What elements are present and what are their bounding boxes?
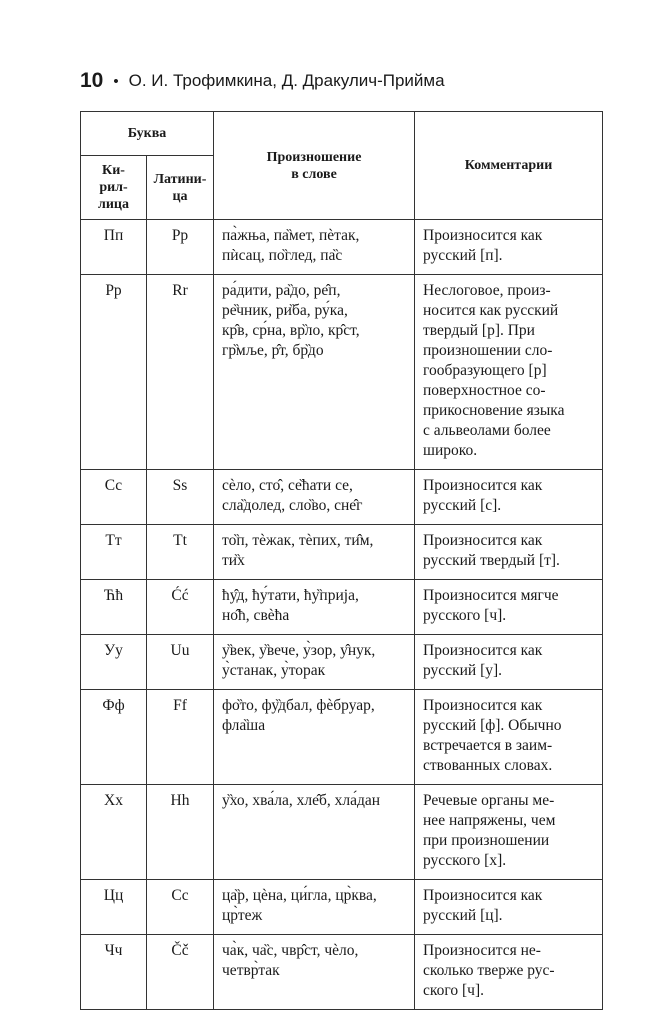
table-row	[81, 470, 603, 525]
cell-latin: Ff	[147, 690, 214, 785]
cell-cyrillic: Чч	[81, 935, 147, 1010]
table-row	[81, 935, 603, 1010]
cell-cyrillic: Хх	[81, 785, 147, 880]
cell-pronunciation: па̀жња, па̏мет, пѐтак, пѝсац, по̏глед, па̏с	[214, 220, 415, 275]
running-head-authors: О. И. Трофимкина, Д. Дракулич-Прийма	[128, 71, 445, 90]
table-body	[81, 220, 603, 1010]
cell-comment: Произносится как русский [у].	[415, 635, 603, 690]
cell-latin: Čč	[147, 935, 214, 1010]
cell-comment: Речевые органы ме- нее напряжены, чем при произношении русского [х].	[415, 785, 603, 880]
cell-comment: Произносится не- сколько тверже рус- ского [ч].	[415, 935, 603, 1010]
bullet-separator: •	[113, 72, 119, 90]
cell-latin: Cc	[147, 880, 214, 935]
cell-pronunciation: у̏хо, хва́ла, хле̂б, хла́дан	[214, 785, 415, 880]
cell-cyrillic: Уу	[81, 635, 147, 690]
cell-pronunciation: ча̀к, ча̏с, чвр̂ст, чѐло, четвр̀так	[214, 935, 415, 1010]
table-row	[81, 275, 603, 470]
header-letter: Буква	[81, 112, 214, 156]
cell-cyrillic: Тт	[81, 525, 147, 580]
cell-cyrillic: Сс	[81, 470, 147, 525]
cell-latin: Rr	[147, 275, 214, 470]
cell-latin: Tt	[147, 525, 214, 580]
cell-comment: Произносится как русский твердый [т].	[415, 525, 603, 580]
cell-cyrillic: Цц	[81, 880, 147, 935]
cell-cyrillic: Ћћ	[81, 580, 147, 635]
cell-pronunciation: то̏п, тѐжак, тѐпих, ти̂м, ти̏х	[214, 525, 415, 580]
cell-comment: Произносится мягче русского [ч].	[415, 580, 603, 635]
table-row	[81, 690, 603, 785]
cell-comment: Произносится как русский [ц].	[415, 880, 603, 935]
cell-pronunciation: сѐло, сто̂, се̏ћати се, сла̏долед, сло̏во, сне̂г	[214, 470, 415, 525]
header-cyrillic: Ки- рил- лица	[81, 156, 147, 220]
table-row	[81, 880, 603, 935]
header-pronunciation: Произношение в слове	[214, 112, 415, 220]
table-row	[81, 785, 603, 880]
cell-pronunciation: ћу̂д, ћу́тати, ћу̏приja, но̂ћ, свѐћа	[214, 580, 415, 635]
cell-cyrillic: Пп	[81, 220, 147, 275]
cell-latin: Ćć	[147, 580, 214, 635]
page-header	[80, 66, 623, 96]
cell-pronunciation: ра́дити, ра̏до, ре̂п, ре̏чник, ри̏ба, ру́ка, кр̂в, ср́на, вр̏ло, кр̂ст, гр̏мље, р̂т, бр̏до	[214, 275, 415, 470]
alphabet-table	[80, 111, 603, 1010]
cell-cyrillic: Рр	[81, 275, 147, 470]
cell-comment: Произносится как русский [п].	[415, 220, 603, 275]
cell-latin: Pp	[147, 220, 214, 275]
table-row	[81, 525, 603, 580]
header-comments: Комментарии	[415, 112, 603, 220]
cell-latin: Ss	[147, 470, 214, 525]
cell-comment: Произносится как русский [с].	[415, 470, 603, 525]
cell-pronunciation: у̏век, у̏вече, у̀зор, у̂нук, у̀станак, у̀торак	[214, 635, 415, 690]
page-number: 10	[80, 69, 104, 92]
cell-pronunciation: ца̏р, цѐна, ци́гла, цр̀ква, цр̀теж	[214, 880, 415, 935]
cell-latin: Uu	[147, 635, 214, 690]
cell-cyrillic: Фф	[81, 690, 147, 785]
cell-comment: Произносится как русский [ф]. Обычно встречается в заим- ствованных словах.	[415, 690, 603, 785]
table-row	[81, 635, 603, 690]
table-row	[81, 580, 603, 635]
cell-pronunciation: фо̏то, фу̏дбал, фѐбруар, фла̏ша	[214, 690, 415, 785]
cell-latin: Hh	[147, 785, 214, 880]
table-row	[81, 220, 603, 275]
cell-comment: Неслоговое, произ- носится как русский твердый [р]. При произношении сло- гообразующего [р] поверхностное со- прикосновение языка с альвеолами более широко.	[415, 275, 603, 470]
header-latin: Латини- ца	[147, 156, 214, 220]
